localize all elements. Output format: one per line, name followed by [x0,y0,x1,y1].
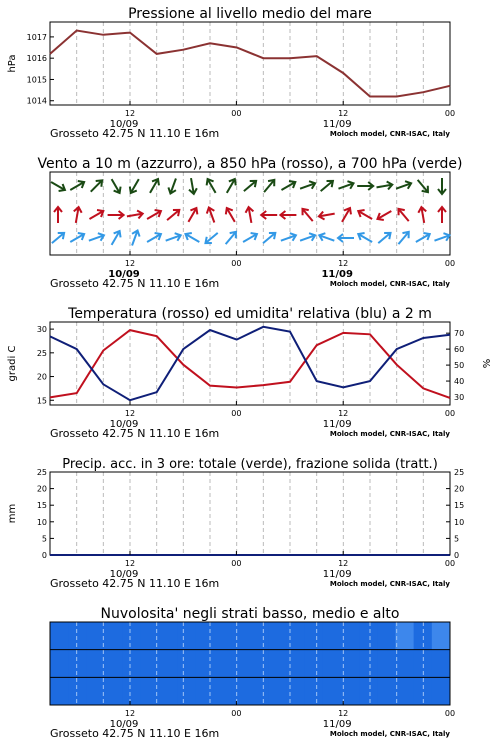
humidity-ytick-label: 70 [454,329,465,339]
precip-credit: Moloch model, CNR-ISAC, Italy [329,580,450,588]
cloud-cell-medio [159,650,178,678]
wind-arrow-700-hPa [88,178,105,195]
temp-date-label: 11/09 [322,419,352,430]
cloud-cell-medio [432,650,451,678]
wind-arrow-10-m [299,232,317,245]
wind-arrow-10-m [395,229,411,246]
wind-arrow-10-m [241,231,259,246]
cloud-cell-basso [50,677,69,705]
cloud-cell-medio [68,650,87,678]
temp-ytick-label: 15 [36,396,47,406]
cloud-location: Grosseto 42.75 N 11.10 E 16m [50,727,220,740]
wind-arrow-10-m [338,234,354,242]
wind-arrow-700-hPa [204,177,219,195]
wind-arrow-10-m [356,231,374,246]
wind-arrow-10-m [318,232,336,245]
wind-arrow-850-hPa [223,206,238,224]
cloud-cell-alto [123,622,142,650]
precip-right-ytick-label: 10 [454,517,465,527]
temp-y2label: % [482,358,493,369]
cloud-cell-alto [432,622,451,650]
wind-arrow-850-hPa [165,207,182,223]
cloud-cell-medio [395,650,414,678]
cloud-cell-alto [232,622,251,650]
temp-date-label: 10/09 [109,419,139,430]
cloud-cell-alto [250,622,269,650]
cloud-cell-medio [105,650,124,678]
precip-ytick-label: 5 [41,534,47,544]
wind-arrow-700-hPa [395,180,413,193]
cloud-cell-medio [177,650,196,678]
precip-ytick-label: 20 [36,484,47,494]
cloud-cell-alto [159,622,178,650]
cloud-cell-basso [68,677,87,705]
wind-xtick-label: 12 [124,259,136,268]
wind-arrow-shaft [91,180,102,191]
wind-arrow-850-hPa [375,208,393,223]
cloud-cell-medio [286,650,305,678]
precip-title: Precip. acc. in 3 ore: totale (verde), frazione solida (tratt.) [62,457,438,472]
cloud-cell-medio [377,650,396,678]
temp-ytick-label: 30 [36,325,47,335]
wind-arrow-850-hPa [245,206,256,223]
cloud-cell-alto [68,622,87,650]
precip-xtick-label: 00 [231,559,242,568]
cloud-cell-alto [177,622,196,650]
cloud-cell-basso [305,677,324,705]
wind-arrow-850-hPa [438,207,446,223]
cloud-cell-alto [105,622,124,650]
cloud-date-label: 10/09 [109,719,139,730]
wind-arrow-850-hPa [318,210,335,221]
wind-arrow-10-m [433,232,451,245]
precip-right-ytick-label: 25 [454,468,465,477]
wind-date-label: 10/09 [108,269,140,280]
cloud-cell-medio [214,650,233,678]
precip-xtick-label: 12 [124,559,136,568]
cloud-credit: Moloch model, CNR-ISAC, Italy [329,730,450,738]
pressure-date-label: 11/09 [322,119,352,130]
temp-xtick-label: 12 [124,409,136,418]
temp-xtick-label: 00 [444,409,456,418]
wind-arrow-850-hPa [72,206,83,223]
cloud-cell-medio [50,650,69,678]
cloud-cell-basso [432,677,451,705]
wind-arrow-10-m [49,230,66,246]
wind-title: Vento a 10 m (azzurro), a 850 hPa (rosso), a 700 hPa (verde) [37,156,463,172]
temp-xtick-label: 12 [338,409,349,418]
humidity-ytick-label: 30 [454,393,465,403]
wind-arrow-850-hPa [395,206,411,223]
cloud-cell-basso [195,677,214,705]
wind-xtick-label: 12 [338,259,349,268]
pressure-ytick-label: 1017 [26,32,47,42]
pressure-xtick-label: 00 [444,109,456,118]
wind-arrow-700-hPa [438,178,446,194]
cloud-cell-medio [232,650,251,678]
wind-arrow-700-hPa [223,177,238,195]
cloud-cell-medio [323,650,342,678]
cloud-cell-basso [214,677,233,705]
precip-date-label: 10/09 [109,569,139,580]
cloud-date-label: 11/09 [322,719,352,730]
temp-location: Grosseto 42.75 N 11.10 E 16m [50,427,220,440]
wind-arrow-10-m [183,231,201,246]
cloud-cell-basso [232,677,251,705]
pressure-ytick-label: 1015 [26,75,47,85]
wind-arrow-10-m [203,230,220,246]
wind-arrow-700-hPa [299,180,317,193]
wind-arrow-10-m [68,231,86,246]
cloud-cell-basso [86,677,105,705]
wind-arrow-700-hPa [68,179,86,194]
pressure-title: Pressione al livello medio del mare [128,6,372,22]
wind-arrow-700-hPa [108,177,123,195]
precip-right-ytick-label: 20 [454,484,465,494]
wind-arrow-850-hPa [185,206,200,224]
cloud-cell-alto [214,622,233,650]
wind-arrow-850-hPa [417,206,428,223]
wind-arrow-10-m [108,229,123,247]
humidity-line [50,327,450,400]
precip-ylabel: mm [7,503,18,524]
cloud-cell-alto [195,622,214,650]
humidity-ytick-label: 40 [454,377,465,387]
cloud-cell-basso [159,677,178,705]
cloud-title: Nuvolosita' negli strati basso, medio e alto [100,606,400,622]
wind-arrow-850-hPa [299,206,315,223]
cloud-cell-alto [377,622,396,650]
wind-arrow-10-m [414,231,432,246]
precip-right-ytick-label: 0 [454,551,460,560]
cloud-cell-basso [323,677,342,705]
cloud-cell-medio [250,650,269,678]
cloud-cell-alto [286,622,305,650]
wind-arrow-10-m [164,232,182,245]
humidity-ytick-label: 50 [454,361,465,371]
wind-arrow-10-m [145,231,163,246]
cloud-cell-basso [268,677,287,705]
wind-credit: Moloch model, CNR-ISAC, Italy [329,280,450,288]
precip-ytick-label: 10 [36,517,47,527]
pressure-ytick-label: 1014 [26,96,47,106]
cloud-xtick-label: 12 [124,709,136,718]
precip-frame [50,472,450,555]
wind-arrow-10-m [376,230,393,246]
wind-arrow-700-hPa [241,178,258,194]
pressure-ylabel: hPa [7,54,18,73]
precip-date-label: 11/09 [322,569,352,580]
wind-arrow-850-hPa [108,211,124,219]
wind-arrow-850-hPa [87,208,105,223]
wind-xtick-label: 00 [444,259,456,268]
temp-frame [50,322,450,405]
wind-arrow-850-hPa [280,211,296,219]
temp-xtick-label: 00 [231,409,242,418]
wind-xtick-label: 00 [231,259,242,268]
humidity-ytick-label: 60 [454,345,465,355]
precip-ytick-label: 0 [41,551,47,560]
cloud-cell-basso [395,677,414,705]
precip-ytick-label: 25 [36,468,47,477]
wind-arrow-700-hPa [337,180,355,193]
wind-arrow-700-hPa [49,179,67,194]
wind-arrow-850-hPa [261,211,277,219]
cloud-cell-alto [395,622,414,650]
precip-right-ytick-label: 5 [454,534,460,544]
pressure-xtick-label: 12 [124,109,136,118]
cloud-xtick-label: 12 [338,709,349,718]
cloud-cell-basso [250,677,269,705]
wind-arrow-850-hPa [339,206,354,224]
wind-arrow-850-hPa [145,208,163,223]
pressure-location: Grosseto 42.75 N 11.10 E 16m [50,127,220,140]
temp-credit: Moloch model, CNR-ISAC, Italy [329,430,450,438]
cloud-xtick-label: 00 [444,709,456,718]
cloud-cell-basso [377,677,396,705]
cloud-cell-basso [359,677,378,705]
cloud-cell-medio [123,650,142,678]
cloud-xtick-label: 00 [231,709,242,718]
cloud-cell-medio [195,650,214,678]
temp-ytick-label: 25 [36,348,47,358]
cloud-cell-basso [123,677,142,705]
cloud-cell-alto [86,622,105,650]
wind-arrow-700-hPa [357,182,373,190]
cloud-cell-medio [359,650,378,678]
cloud-cell-basso [286,677,305,705]
pressure-ytick-label: 1016 [26,54,47,64]
cloud-cell-basso [105,677,124,705]
temp-ytick-label: 20 [36,372,47,382]
cloud-cell-alto [323,622,342,650]
precip-xtick-label: 12 [338,559,349,568]
wind-location: Grosseto 42.75 N 11.10 E 16m [50,277,220,290]
precip-right-ytick-label: 15 [454,501,465,511]
wind-arrow-850-hPa [54,207,62,223]
wind-arrow-700-hPa [147,177,162,195]
temp-ylabel: gradi C [7,345,18,382]
wind-arrow-700-hPa [187,177,198,194]
cloud-cell-basso [177,677,196,705]
pressure-date-label: 10/09 [109,119,139,130]
pressure-line [50,31,450,97]
cloud-cell-alto [305,622,324,650]
wind-arrow-850-hPa [126,210,143,221]
cloud-cell-medio [268,650,287,678]
wind-arrow-700-hPa [279,179,297,194]
pressure-xtick-label: 00 [231,109,242,118]
cloud-cell-alto [50,622,69,650]
precip-location: Grosseto 42.75 N 11.10 E 16m [50,577,220,590]
pressure-credit: Moloch model, CNR-ISAC, Italy [329,130,450,138]
pressure-xtick-label: 12 [338,109,349,118]
wind-arrow-700-hPa [318,178,335,194]
precip-ytick-label: 15 [36,501,47,511]
cloud-cell-alto [268,622,287,650]
wind-arrow-700-hPa [376,181,393,192]
wind-arrow-10-m [280,232,298,245]
cloud-cell-medio [305,650,324,678]
cloud-cell-medio [86,650,105,678]
temp-title: Temperatura (rosso) ed umidita' relativa (blu) a 2 m [68,306,432,322]
wind-date-label: 11/09 [321,269,353,280]
wind-arrow-700-hPa [167,177,180,195]
wind-arrow-850-hPa [205,206,218,224]
cloud-cell-alto [359,622,378,650]
wind-arrow-700-hPa [415,177,431,194]
wind-arrow-10-m [88,232,106,245]
precip-xtick-label: 00 [444,559,456,568]
wind-arrow-850-hPa [356,208,374,223]
